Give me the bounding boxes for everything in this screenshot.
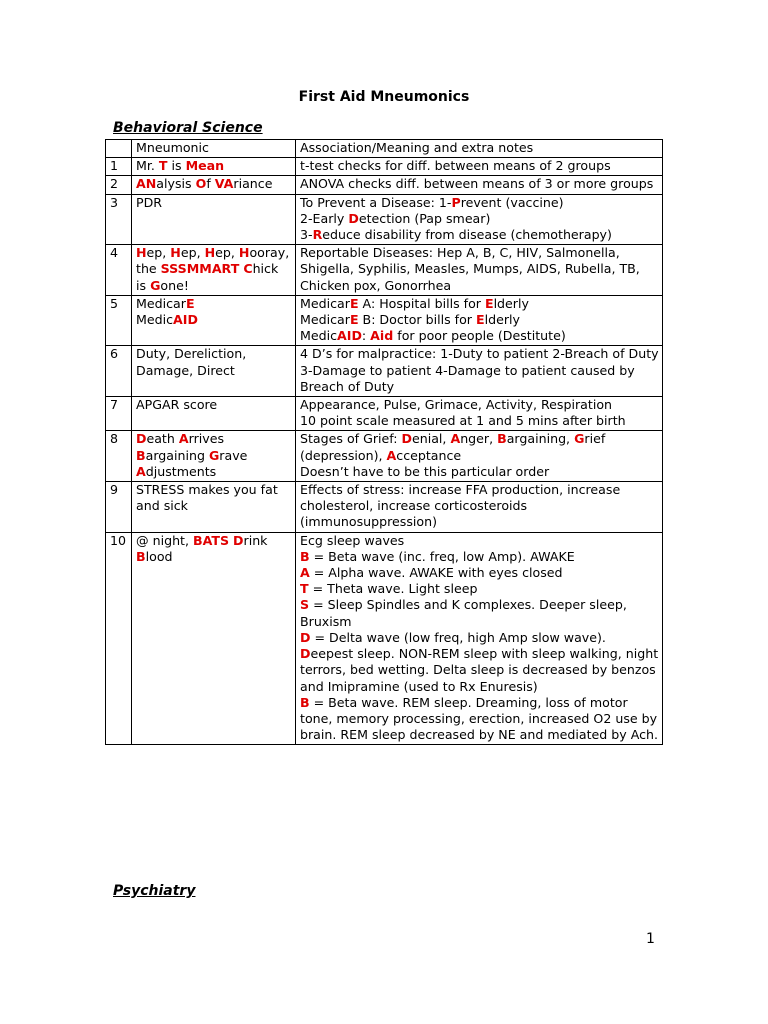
header-mnemonic: Mneumonic <box>132 140 296 158</box>
text-segment: rink <box>243 532 268 548</box>
mnemonic-cell-line <box>136 245 292 294</box>
text-segment: djustments <box>145 463 217 479</box>
text-segment: one! <box>160 277 189 293</box>
highlighted-letters: A <box>178 431 189 447</box>
text-segment: ep, <box>146 245 171 261</box>
table-row <box>106 295 663 346</box>
text-segment: 4 D’s for malpractice: 1-Duty to patient 2-Breach of Duty 3-Damage to patient 4-Damage to patient caused by Breach of Duty <box>300 346 659 394</box>
mnemonic-cell <box>132 532 296 745</box>
text-segment: ANOVA checks diff. between means of 3 or more groups <box>300 176 654 192</box>
text-segment: lderly <box>493 295 529 311</box>
text-segment: STRESS makes you fat and sick <box>136 482 278 514</box>
table-header <box>106 140 663 158</box>
table-row <box>106 431 663 482</box>
highlighted-letters: E <box>349 312 359 328</box>
mnemonic-cell <box>132 346 296 397</box>
highlighted-letters: A <box>300 565 310 581</box>
notes-cell-line <box>300 431 659 463</box>
highlighted-letters: AID <box>337 328 362 344</box>
highlighted-letters: AN <box>136 176 157 192</box>
notes-cell <box>296 245 663 296</box>
table-row <box>106 532 663 745</box>
highlighted-letters: H <box>238 245 250 261</box>
notes-cell-line <box>300 227 659 243</box>
highlighted-letters: E <box>475 312 485 328</box>
notes-cell <box>296 194 663 245</box>
notes-cell-line <box>300 549 659 565</box>
page-title: First Aid Mneumonics <box>298 89 470 105</box>
highlighted-letters: B <box>497 431 507 447</box>
text-segment: B: Doctor bills for <box>358 312 476 328</box>
highlighted-letters: VA <box>214 176 234 192</box>
text-segment: riance <box>233 176 273 192</box>
mnemonic-cell-line <box>136 448 292 464</box>
text-segment: Medic <box>300 328 338 344</box>
text-segment: Ecg sleep waves <box>300 532 405 548</box>
notes-cell <box>296 176 663 194</box>
text-segment: Doesn’t have to be this particular order <box>300 463 550 479</box>
text-segment: Effects of stress: increase FFA production, increase cholesterol, increase corticosteroids (immunosuppression) <box>300 482 621 530</box>
text-segment: ep, <box>180 245 205 261</box>
text-segment: = Sleep Spindles and K complexes. Deeper sleep, Bruxism <box>300 597 627 629</box>
table-body <box>106 158 663 745</box>
mnemonic-cell <box>132 194 296 245</box>
notes-cell-line <box>300 176 659 192</box>
text-segment: Medicar <box>300 312 350 328</box>
text-segment: 3- <box>300 227 313 243</box>
mnemonic-cell-line <box>136 176 292 192</box>
notes-cell-line <box>300 158 659 174</box>
mnemonic-cell-line <box>136 346 292 378</box>
mnemonic-cell-line <box>136 312 292 328</box>
text-segment: nger, <box>460 431 498 447</box>
highlighted-letters: H <box>204 245 216 261</box>
text-segment: = Alpha wave. AWAKE with eyes closed <box>309 565 563 581</box>
text-segment: t-test checks for diff. between means of 2 groups <box>300 158 611 174</box>
highlighted-letters: D <box>233 532 244 548</box>
text-segment: revent (vaccine) <box>460 194 564 210</box>
text-segment: = Delta wave (low freq, high Amp slow wave). <box>310 629 606 645</box>
text-segment: Appearance, Pulse, Grimace, Activity, Respiration <box>300 397 613 413</box>
notes-cell <box>296 397 663 431</box>
notes-cell <box>296 346 663 397</box>
text-segment: cceptance <box>396 447 462 463</box>
text-segment: alysis <box>156 176 196 192</box>
table-row <box>106 482 663 533</box>
notes-cell-line <box>300 397 659 413</box>
highlighted-letters: BATS <box>193 532 230 548</box>
text-segment: To Prevent a Disease: 1- <box>300 194 452 210</box>
text-segment: Medicar <box>136 295 186 311</box>
notes-cell-line <box>300 482 659 531</box>
text-segment: hick is <box>136 261 279 293</box>
notes-cell-line <box>300 328 659 344</box>
text-segment: enial, <box>411 431 451 447</box>
row-number: 7 <box>106 397 132 431</box>
text-segment: Reportable Diseases: Hep A, B, C, HIV, Salmonella, Shigella, Syphilis, Measles, Mumps, AIDS, Rubella, TB, Chicken pox, Gonorrhea <box>300 245 640 293</box>
text-segment: = Beta wave (inc. freq, low Amp). AWAKE <box>309 548 575 564</box>
text-segment: argaining, <box>506 431 575 447</box>
highlighted-letters: H <box>136 245 147 261</box>
text-segment: rave <box>219 447 248 463</box>
mnemonic-cell <box>132 176 296 194</box>
mnemonic-cell-line <box>136 482 292 514</box>
text-segment: Medic <box>136 312 174 328</box>
notes-cell-line <box>300 630 659 695</box>
highlighted-letters: B <box>300 694 310 710</box>
highlighted-letters: SSSMMART <box>160 261 240 277</box>
highlighted-letters: P <box>451 194 461 210</box>
text-segment: etection (Pap smear) <box>358 210 491 226</box>
table-row <box>106 397 663 431</box>
mnemonics-table <box>105 139 663 745</box>
notes-cell <box>296 158 663 176</box>
text-segment: lood <box>145 548 173 564</box>
mnemonic-cell-line <box>136 195 292 211</box>
row-number: 10 <box>106 532 132 745</box>
highlighted-letters: A <box>450 431 461 447</box>
highlighted-letters: G <box>208 447 220 463</box>
highlighted-letters: Mean <box>185 158 225 174</box>
table-row <box>106 346 663 397</box>
mnemonic-cell <box>132 245 296 296</box>
section-title-behavioral-science: Behavioral Science <box>113 120 263 136</box>
notes-cell <box>296 482 663 533</box>
section-title-psychiatry: Psychiatry <box>113 883 196 899</box>
text-segment: argaining <box>145 447 209 463</box>
text-segment: rrives <box>188 431 225 447</box>
highlighted-letters: T <box>300 581 309 597</box>
notes-cell-line <box>300 565 659 581</box>
table-row <box>106 158 663 176</box>
table-row <box>106 194 663 245</box>
text-segment: : <box>361 328 371 344</box>
text-segment: = Theta wave. Light sleep <box>308 581 478 597</box>
notes-cell-line <box>300 195 659 211</box>
highlighted-letters: R <box>312 227 323 243</box>
table-header-row <box>106 140 663 158</box>
mnemonic-cell <box>132 158 296 176</box>
mnemonic-cell <box>132 431 296 482</box>
highlighted-letters: B <box>300 548 310 564</box>
row-number: 9 <box>106 482 132 533</box>
notes-cell-line <box>300 413 659 429</box>
header-number <box>106 140 132 158</box>
notes-cell-line <box>300 464 659 480</box>
row-number: 4 <box>106 245 132 296</box>
notes-cell-line <box>300 533 659 549</box>
highlighted-letters: C <box>243 261 253 277</box>
row-number: 2 <box>106 176 132 194</box>
highlighted-letters: E <box>484 295 494 311</box>
text-segment: rief (depression), <box>300 431 606 463</box>
row-number: 1 <box>106 158 132 176</box>
text-segment: 2-Early <box>300 210 349 226</box>
mnemonic-cell-line <box>136 464 292 480</box>
mnemonic-cell <box>132 295 296 346</box>
row-number: 5 <box>106 295 132 346</box>
text-segment: @ night, <box>136 532 193 548</box>
header-notes: Association/Meaning and extra notes <box>296 140 663 158</box>
text-segment: Medicar <box>300 295 350 311</box>
notes-cell-line <box>300 597 659 629</box>
text-segment: f <box>206 176 215 192</box>
notes-cell-line <box>300 346 659 395</box>
mnemonic-cell-line <box>136 431 292 447</box>
text-segment: 10 point scale measured at 1 and 5 mins after birth <box>300 413 626 429</box>
row-number: 8 <box>106 431 132 482</box>
table-row <box>106 176 663 194</box>
mnemonic-cell-line <box>136 533 292 565</box>
text-segment: = Beta wave. REM sleep. Dreaming, loss of motor tone, memory processing, erection, increased O2 use by brain. REM sleep decreased by NE and mediated by Ach. <box>300 694 659 743</box>
notes-cell <box>296 532 663 745</box>
text-segment: ep, <box>215 245 239 261</box>
highlighted-letters: E <box>349 295 359 311</box>
text-segment: lderly <box>484 312 520 328</box>
mnemonic-cell-line <box>136 296 292 312</box>
mnemonic-cell-line <box>136 397 292 413</box>
mnemonic-cell-line <box>136 158 292 174</box>
highlighted-letters: G <box>150 277 161 293</box>
highlighted-letters: E <box>185 295 195 311</box>
highlighted-letters: G <box>574 431 585 447</box>
highlighted-letters: S <box>300 597 310 613</box>
text-segment: Mr. <box>136 158 159 174</box>
highlighted-letters: H <box>170 245 181 261</box>
notes-cell-line <box>300 296 659 312</box>
notes-cell <box>296 431 663 482</box>
highlighted-letters: D <box>300 629 311 645</box>
text-segment: eath <box>146 431 179 447</box>
highlighted-letters: A <box>136 463 146 479</box>
highlighted-letters: B <box>136 447 146 463</box>
row-number: 3 <box>106 194 132 245</box>
highlighted-letters: O <box>195 176 207 192</box>
notes-cell-line <box>300 245 659 294</box>
row-number: 6 <box>106 346 132 397</box>
notes-cell-line <box>300 211 659 227</box>
highlighted-letters: T <box>158 158 168 174</box>
text-segment: Stages of Grief: <box>300 431 402 447</box>
notes-cell <box>296 295 663 346</box>
mnemonic-cell <box>132 397 296 431</box>
text-segment: is <box>167 158 186 174</box>
highlighted-letters: Aid <box>370 328 394 344</box>
text-segment: eepest sleep. NON-REM sleep with sleep walking, night terrors, bed wetting. Delta sleep is decreased by benzos and Imipramine (used to Rx Enuresis) <box>300 646 659 694</box>
notes-cell-line <box>300 581 659 597</box>
text-segment: A: Hospital bills for <box>358 295 485 311</box>
text-segment: Duty, Dereliction, Damage, Direct <box>136 346 247 378</box>
text-segment: educe disability from disease (chemotherapy) <box>322 227 612 243</box>
text-segment: for poor people (Destitute) <box>393 328 566 344</box>
highlighted-letters: D <box>401 431 412 447</box>
text-segment: ooray, the <box>136 245 290 277</box>
text-segment: PDR <box>136 194 163 210</box>
page-number: 1 <box>646 931 655 947</box>
highlighted-letters: D <box>300 646 311 662</box>
highlighted-letters: D <box>348 210 359 226</box>
notes-cell-line <box>300 695 659 744</box>
mnemonic-cell <box>132 482 296 533</box>
table-row <box>106 245 663 296</box>
highlighted-letters: AID <box>173 312 198 328</box>
notes-cell-line <box>300 312 659 328</box>
highlighted-letters: D <box>136 431 147 447</box>
text-segment: APGAR score <box>136 397 218 413</box>
highlighted-letters: A <box>386 447 397 463</box>
highlighted-letters: B <box>136 548 146 564</box>
